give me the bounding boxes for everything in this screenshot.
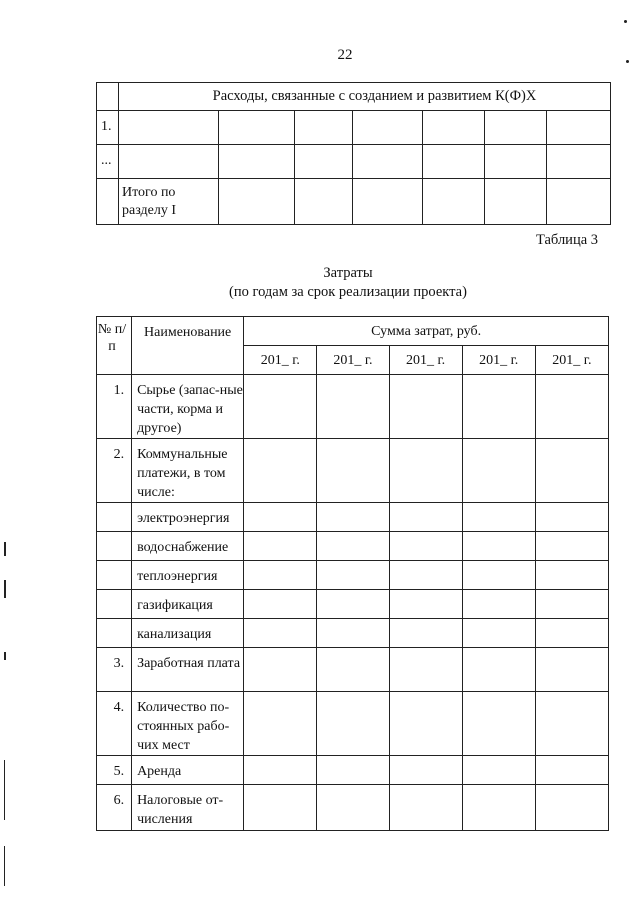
table-row (97, 756, 609, 785)
row-number (97, 532, 132, 561)
year-header: 201_ г. (535, 346, 608, 375)
scan-mark (4, 846, 5, 886)
section-total-label: Итого по разделу I (119, 179, 219, 225)
row-name: водоснабжение (132, 532, 244, 561)
table-title: Затраты (323, 265, 373, 281)
scan-mark (4, 580, 6, 598)
page-number: 22 (337, 47, 353, 63)
column-name-header: Наименование (132, 317, 244, 375)
table-row (97, 648, 609, 692)
row-number: 1. (97, 111, 119, 145)
expenses-corner-cell (97, 83, 119, 111)
scan-mark (4, 652, 6, 660)
row-name: Заработная плата (132, 648, 244, 692)
scan-mark (624, 20, 627, 23)
table-row (97, 111, 611, 145)
row-name: Аренда (132, 756, 244, 785)
row-number: 5. (97, 756, 132, 785)
row-number: 6. (97, 785, 132, 831)
table-row (97, 375, 609, 439)
row-name: теплоэнергия (132, 561, 244, 590)
row-name: Налоговые от-числения (132, 785, 244, 831)
table-row (97, 590, 609, 619)
row-number: 1. (97, 375, 132, 439)
row-name: газификация (132, 590, 244, 619)
table-row (97, 179, 611, 225)
scan-mark (626, 60, 629, 63)
row-number (97, 590, 132, 619)
year-header: 201_ г. (244, 346, 317, 375)
table-row (97, 532, 609, 561)
table-row (97, 439, 609, 503)
table-row (97, 145, 611, 179)
year-header: 201_ г. (389, 346, 462, 375)
row-number: ... (97, 145, 119, 179)
table-row (97, 561, 609, 590)
costs-header-row (97, 317, 609, 346)
costs-table (96, 316, 609, 831)
row-name: Коммунальные платежи, в том числе: (132, 439, 244, 503)
row-name: Количество по-стоянных рабо-чих мест (132, 692, 244, 756)
row-number (97, 561, 132, 590)
row-number: 3. (97, 648, 132, 692)
table-row (97, 619, 609, 648)
row-name: электроэнергия (132, 503, 244, 532)
row-number: 2. (97, 439, 132, 503)
table-caption: Таблица 3 (536, 232, 599, 248)
year-header: 201_ г. (462, 346, 535, 375)
row-name: Сырье (запас-ные части, корма и другое) (132, 375, 244, 439)
table-subtitle: (по годам за срок реализации проекта) (229, 284, 467, 300)
row-name: канализация (132, 619, 244, 648)
table-row (97, 785, 609, 831)
column-sum-header: Сумма затрат, руб. (244, 317, 609, 346)
scan-mark (4, 542, 6, 556)
row-number (97, 503, 132, 532)
year-header: 201_ г. (317, 346, 389, 375)
row-number (97, 619, 132, 648)
expenses-header-row (97, 83, 611, 111)
table-row (97, 692, 609, 756)
expenses-table (96, 82, 611, 225)
expenses-header: Расходы, связанные с созданием и развитием К(Ф)Х (119, 83, 611, 111)
table-row (97, 503, 609, 532)
row-number: 4. (97, 692, 132, 756)
scan-mark (4, 760, 5, 820)
column-number-header: № п/п (97, 317, 132, 375)
